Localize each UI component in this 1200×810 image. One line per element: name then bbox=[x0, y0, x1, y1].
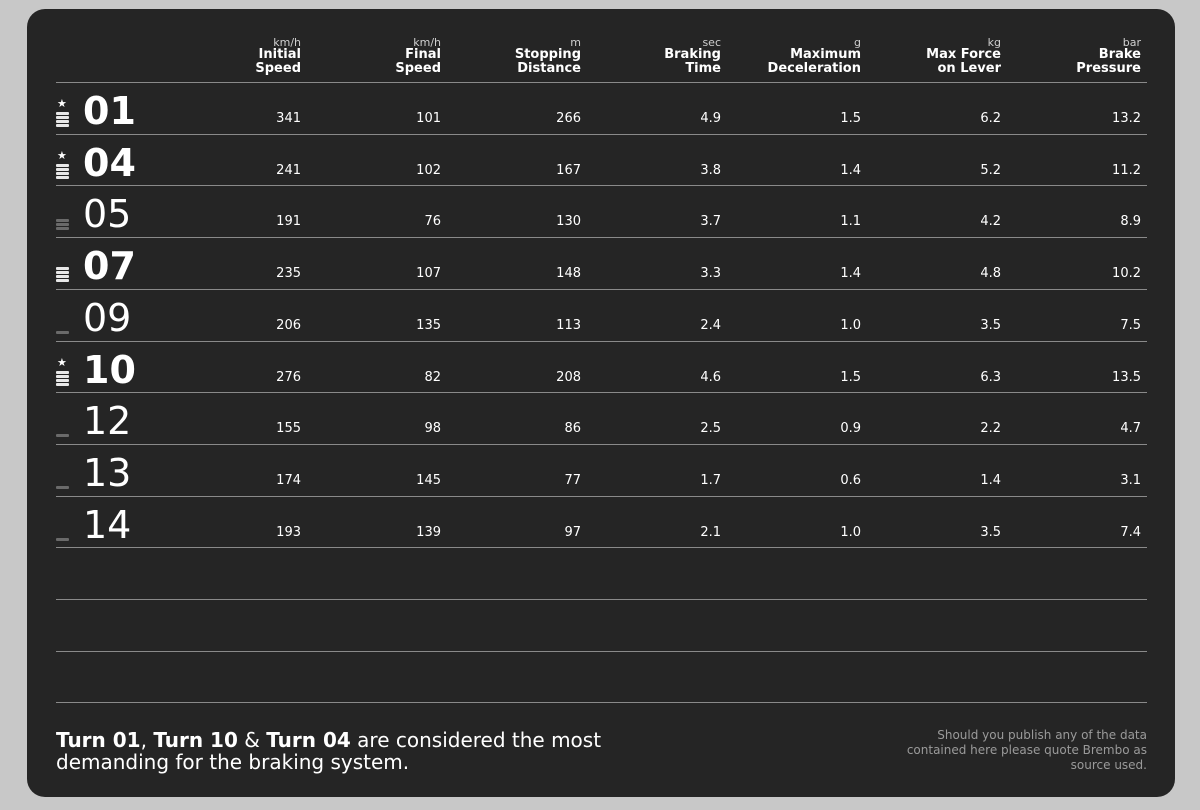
table-cell: 77 bbox=[564, 473, 581, 488]
turn-number: 14 bbox=[83, 503, 132, 547]
difficulty-bar bbox=[56, 538, 69, 541]
table-row bbox=[27, 289, 1175, 341]
difficulty-bar bbox=[56, 227, 69, 230]
turn-number: 05 bbox=[83, 192, 132, 236]
difficulty-bar bbox=[56, 434, 69, 437]
caption-turn-highlight: Turn 04 bbox=[266, 728, 351, 752]
table-cell: 4.2 bbox=[980, 214, 1001, 229]
caption-turn-highlight: Turn 01 bbox=[56, 728, 141, 752]
turn-number: 04 bbox=[83, 141, 136, 185]
column-unit: bar bbox=[1122, 36, 1141, 49]
table-cell: 3.3 bbox=[700, 266, 721, 281]
row-divider bbox=[56, 702, 1147, 703]
column-header: Final Speed bbox=[395, 47, 441, 76]
column-unit: m bbox=[570, 36, 581, 49]
table-cell: 5.2 bbox=[980, 163, 1001, 178]
difficulty-icon bbox=[56, 433, 70, 437]
table-cell: 86 bbox=[564, 421, 581, 436]
table-cell: 3.7 bbox=[700, 214, 721, 229]
table-cell: 341 bbox=[276, 111, 301, 126]
demanding-turns-caption bbox=[56, 729, 616, 773]
table-row bbox=[27, 82, 1175, 134]
table-cell: 97 bbox=[564, 525, 581, 540]
row-divider bbox=[56, 599, 1147, 600]
table-cell: 13.5 bbox=[1112, 370, 1141, 385]
difficulty-bar bbox=[56, 176, 69, 179]
difficulty-bar bbox=[56, 271, 69, 274]
table-cell: 6.3 bbox=[980, 370, 1001, 385]
difficulty-bar bbox=[56, 124, 69, 127]
table-cell: 113 bbox=[556, 318, 581, 333]
difficulty-bar bbox=[56, 275, 69, 278]
table-cell: 101 bbox=[416, 111, 441, 126]
table-row bbox=[27, 496, 1175, 548]
difficulty-bar bbox=[56, 112, 69, 115]
table-cell: 0.9 bbox=[840, 421, 861, 436]
table-cell: 2.5 bbox=[700, 421, 721, 436]
table-cell: 3.5 bbox=[980, 318, 1001, 333]
difficulty-bar bbox=[56, 219, 69, 222]
table-cell: 148 bbox=[556, 266, 581, 281]
star-icon: ★ bbox=[57, 97, 67, 110]
column-unit: km/h bbox=[273, 36, 301, 49]
difficulty-bar bbox=[56, 371, 69, 374]
table-cell: 8.9 bbox=[1120, 214, 1141, 229]
column-header: Maximum Deceleration bbox=[767, 47, 861, 76]
table-cell: 1.4 bbox=[980, 473, 1001, 488]
table-row bbox=[27, 237, 1175, 289]
column-header: Stopping Distance bbox=[514, 47, 581, 76]
difficulty-bar bbox=[56, 116, 69, 119]
table-cell: 0.6 bbox=[840, 473, 861, 488]
table-cell: 1.4 bbox=[840, 163, 861, 178]
difficulty-bar bbox=[56, 379, 69, 382]
difficulty-bar bbox=[56, 267, 69, 270]
column-unit: km/h bbox=[413, 36, 441, 49]
column-header: Max Force on Lever bbox=[926, 47, 1001, 76]
table-cell: 4.9 bbox=[700, 111, 721, 126]
turn-number: 12 bbox=[83, 399, 132, 443]
column-header: Brake Pressure bbox=[1076, 47, 1141, 76]
difficulty-bar bbox=[56, 172, 69, 175]
table-cell: 266 bbox=[556, 111, 581, 126]
table-row bbox=[27, 134, 1175, 186]
difficulty-bar bbox=[56, 486, 69, 489]
braking-data-panel bbox=[27, 9, 1175, 797]
table-cell: 167 bbox=[556, 163, 581, 178]
difficulty-icon bbox=[56, 485, 70, 489]
table-cell: 6.2 bbox=[980, 111, 1001, 126]
table-row bbox=[27, 185, 1175, 237]
table-cell: 174 bbox=[276, 473, 301, 488]
table-cell: 4.6 bbox=[700, 370, 721, 385]
table-row bbox=[27, 341, 1175, 393]
table-cell: 193 bbox=[276, 525, 301, 540]
difficulty-bar bbox=[56, 331, 69, 334]
table-cell: 1.4 bbox=[840, 266, 861, 281]
difficulty-icon bbox=[56, 163, 70, 179]
table-cell: 276 bbox=[276, 370, 301, 385]
difficulty-bar bbox=[56, 120, 69, 123]
table-row bbox=[27, 392, 1175, 444]
table-cell: 10.2 bbox=[1112, 266, 1141, 281]
table-cell: 1.5 bbox=[840, 111, 861, 126]
table-cell: 2.4 bbox=[700, 318, 721, 333]
caption-text: & bbox=[237, 728, 267, 752]
table-cell: 1.0 bbox=[840, 525, 861, 540]
difficulty-bar bbox=[56, 164, 69, 167]
difficulty-icon bbox=[56, 218, 70, 230]
table-cell: 1.1 bbox=[840, 214, 861, 229]
star-icon: ★ bbox=[57, 356, 67, 369]
star-icon: ★ bbox=[57, 149, 67, 162]
table-cell: 107 bbox=[416, 266, 441, 281]
row-divider bbox=[56, 651, 1147, 652]
difficulty-bar bbox=[56, 223, 69, 226]
table-row bbox=[27, 444, 1175, 496]
table-cell: 1.0 bbox=[840, 318, 861, 333]
table-cell: 98 bbox=[424, 421, 441, 436]
turn-number: 10 bbox=[83, 348, 136, 392]
table-cell: 13.2 bbox=[1112, 111, 1141, 126]
table-cell: 7.5 bbox=[1120, 318, 1141, 333]
caption-text: are considered the most demanding for the braking system. bbox=[56, 728, 602, 774]
difficulty-icon bbox=[56, 370, 70, 386]
table-cell: 206 bbox=[276, 318, 301, 333]
column-header: Initial Speed bbox=[255, 47, 301, 76]
table-cell: 155 bbox=[276, 421, 301, 436]
table-cell: 3.5 bbox=[980, 525, 1001, 540]
column-unit: kg bbox=[987, 36, 1001, 49]
difficulty-bar bbox=[56, 375, 69, 378]
column-unit: sec bbox=[702, 36, 721, 49]
table-cell: 4.7 bbox=[1120, 421, 1141, 436]
table-cell: 2.2 bbox=[980, 421, 1001, 436]
table-cell: 145 bbox=[416, 473, 441, 488]
publication-note: Should you publish any of the data contained here please quote Brembo as source used. bbox=[906, 728, 1147, 772]
table-cell: 130 bbox=[556, 214, 581, 229]
difficulty-icon bbox=[56, 537, 70, 541]
table-cell: 208 bbox=[556, 370, 581, 385]
difficulty-icon bbox=[56, 111, 70, 127]
table-cell: 1.7 bbox=[700, 473, 721, 488]
table-cell: 191 bbox=[276, 214, 301, 229]
table-cell: 2.1 bbox=[700, 525, 721, 540]
column-header: Braking Time bbox=[664, 47, 721, 76]
table-cell: 139 bbox=[416, 525, 441, 540]
turn-number: 07 bbox=[83, 244, 136, 288]
turn-number: 09 bbox=[83, 296, 132, 340]
caption-text: , bbox=[140, 728, 154, 752]
table-cell: 3.8 bbox=[700, 163, 721, 178]
turn-number: 01 bbox=[83, 89, 136, 133]
table-cell: 7.4 bbox=[1120, 525, 1141, 540]
table-cell: 241 bbox=[276, 163, 301, 178]
table-cell: 135 bbox=[416, 318, 441, 333]
table-cell: 76 bbox=[424, 214, 441, 229]
turn-number: 13 bbox=[83, 451, 132, 495]
table-cell: 4.8 bbox=[980, 266, 1001, 281]
difficulty-bar bbox=[56, 279, 69, 282]
table-cell: 1.5 bbox=[840, 370, 861, 385]
column-unit: g bbox=[854, 36, 861, 49]
caption-turn-highlight: Turn 10 bbox=[153, 728, 238, 752]
difficulty-icon bbox=[56, 266, 70, 282]
difficulty-bar bbox=[56, 168, 69, 171]
table-cell: 82 bbox=[424, 370, 441, 385]
difficulty-bar bbox=[56, 383, 69, 386]
table-cell: 3.1 bbox=[1120, 473, 1141, 488]
table-cell: 11.2 bbox=[1112, 163, 1141, 178]
row-divider bbox=[56, 547, 1147, 548]
table-cell: 235 bbox=[276, 266, 301, 281]
difficulty-icon bbox=[56, 330, 70, 334]
table-cell: 102 bbox=[416, 163, 441, 178]
